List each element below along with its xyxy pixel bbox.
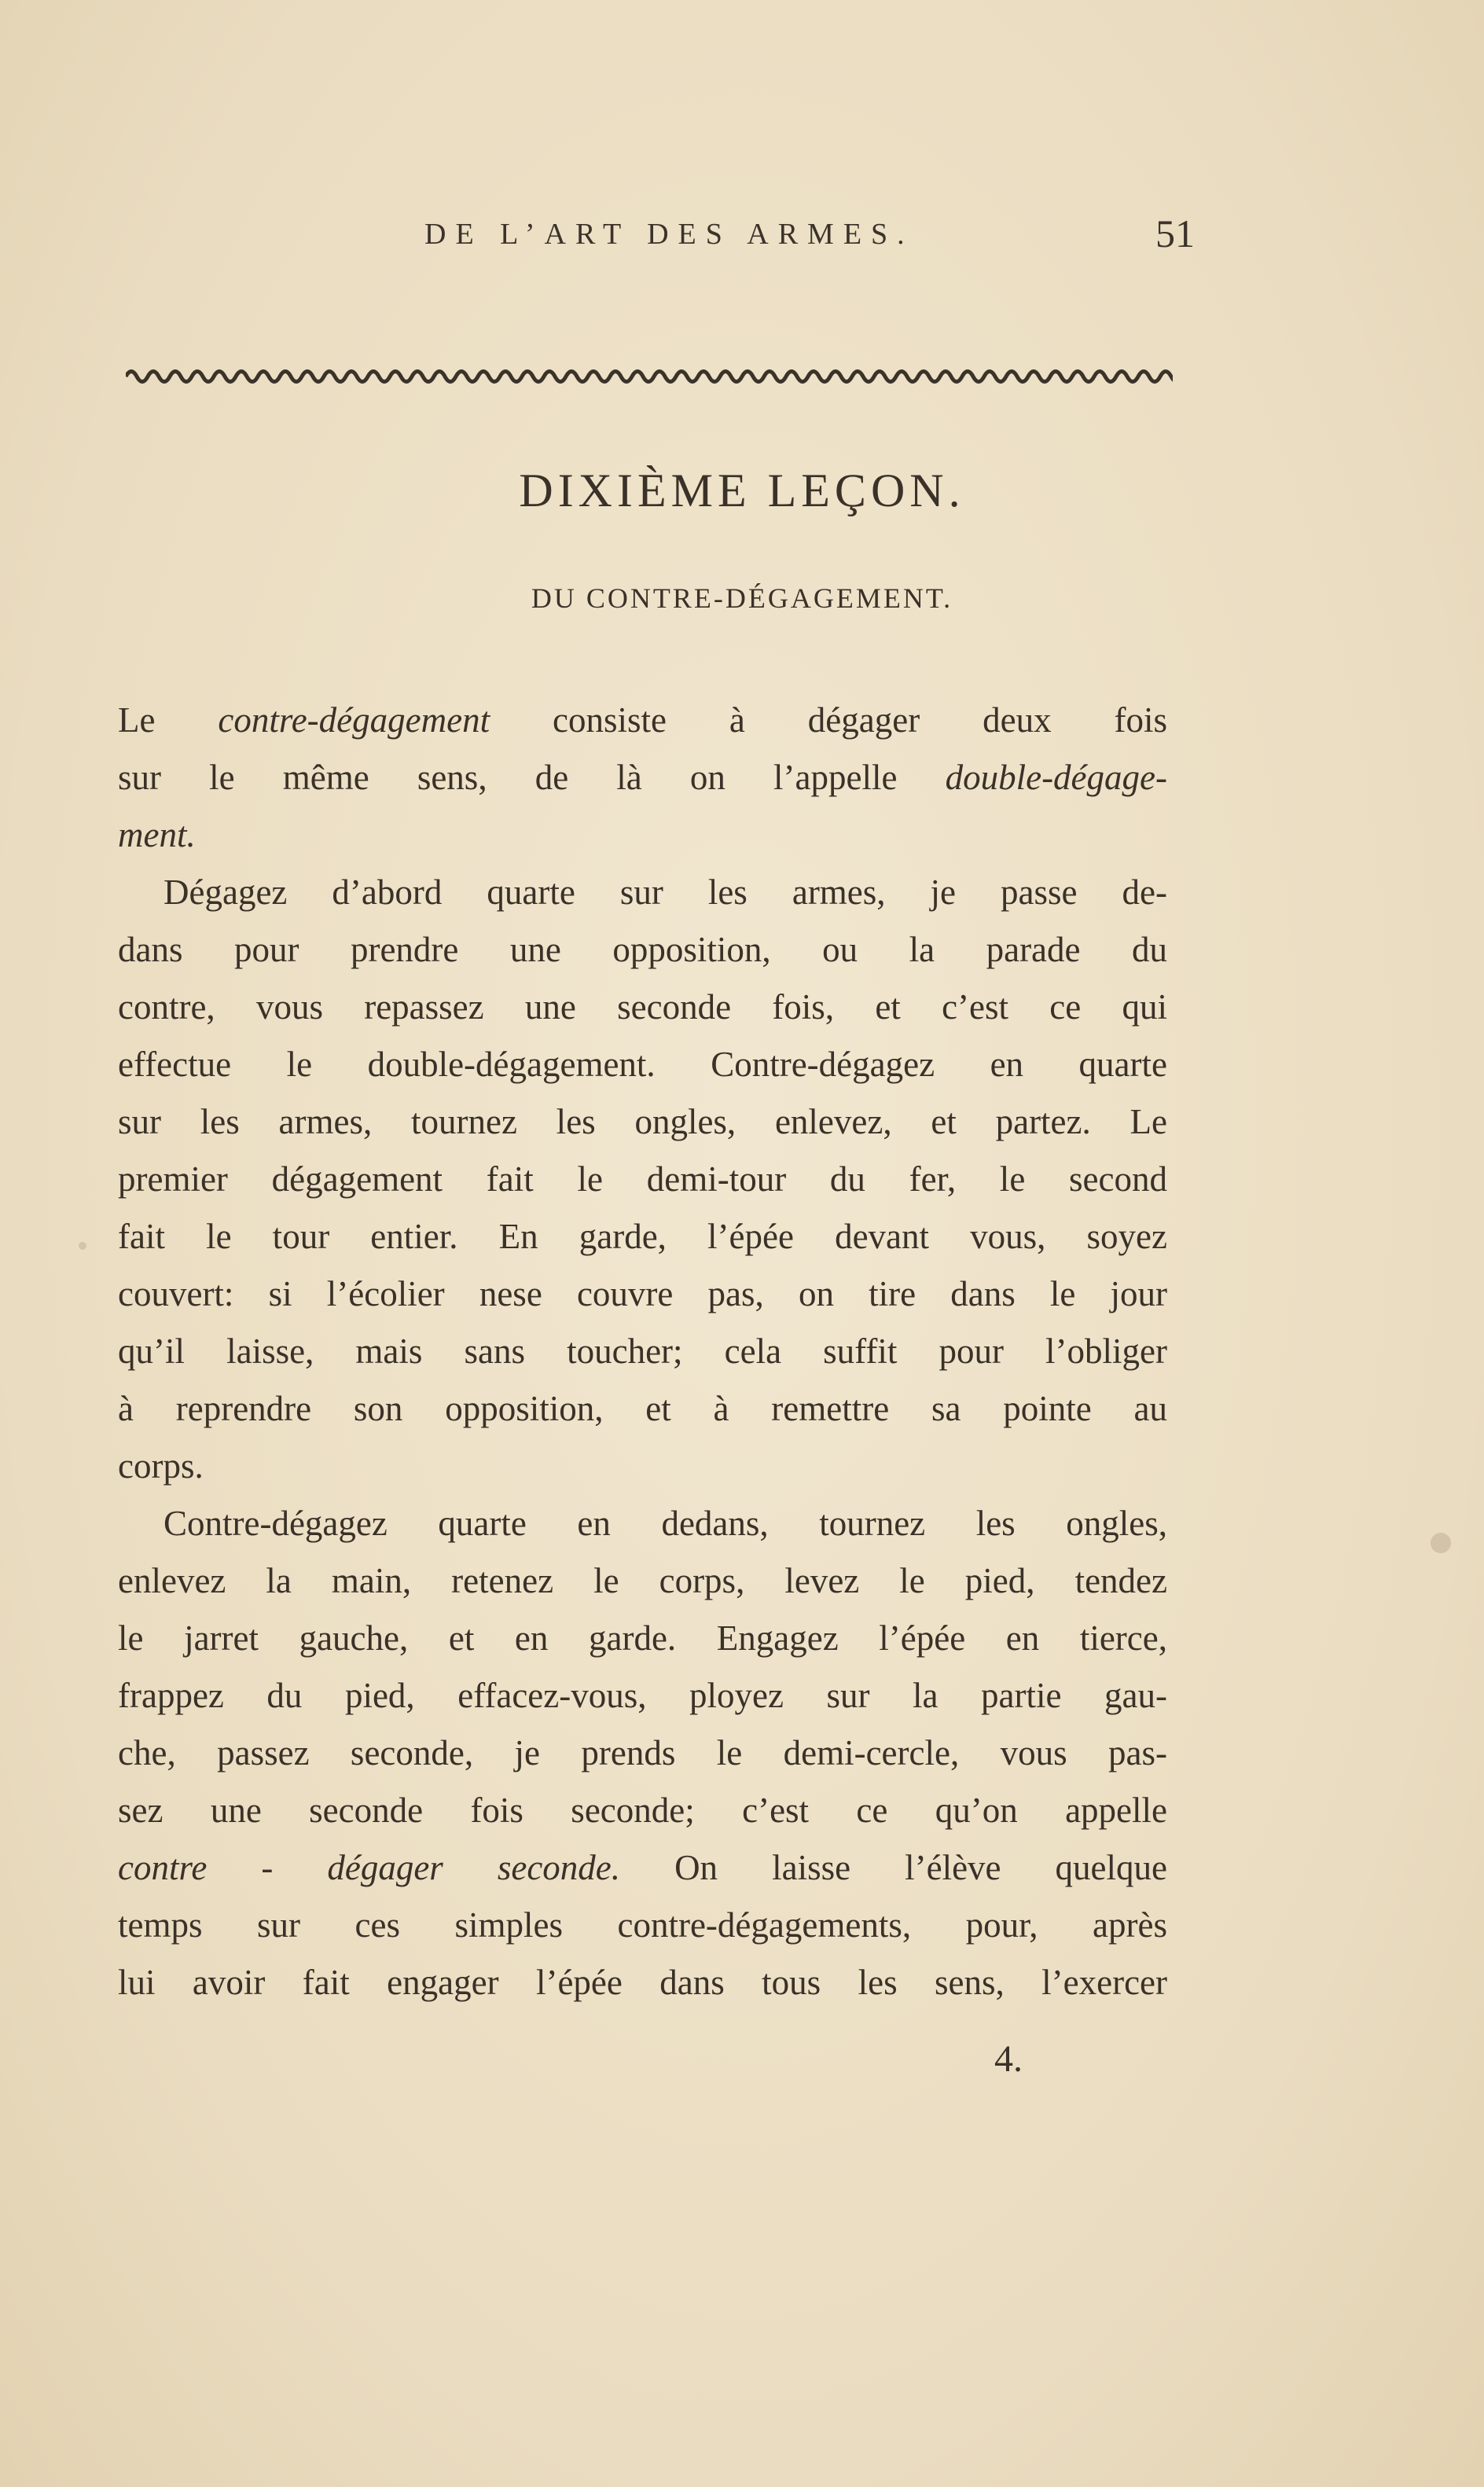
text-line: le jarret gauche, et en garde. Engagez l’épée en tierce, [118, 1618, 1167, 1658]
body-text [118, 692, 1167, 2011]
running-head [424, 211, 1195, 266]
text-line: Le contre-dégagement consiste à dégager deux fois [118, 700, 1168, 740]
text-line: sur le même sens, de là on l’appelle double-dégage- [118, 758, 1167, 797]
italic-term: contre-dégagement [218, 700, 490, 740]
text-line: frappez du pied, effacez-vous, ployez sur la partie gau- [118, 1676, 1167, 1715]
section-title: DU CONTRE-DÉGAGEMENT. [531, 582, 953, 614]
text-line: enlevez la main, retenez le corps, levez le pied, tendez [118, 1561, 1167, 1600]
running-title: DE L’ART DES ARMES. [424, 218, 914, 251]
foxing-spot [79, 1242, 86, 1250]
text-line: contre, vous repassez une seconde fois, et c’est ce qui [118, 987, 1167, 1027]
text-line: qu’il laisse, mais sans toucher; cela suffit pour l’obliger [118, 1332, 1167, 1371]
text-line: contre - dégager seconde. On laisse l’élève quelque [118, 1848, 1167, 1887]
italic-term: ment. [118, 815, 196, 854]
italic-term: double-dégage- [945, 758, 1167, 797]
ornament-rule [126, 363, 1173, 390]
text-line: Contre-dégagez quarte en dedans, tournez les ongles, [163, 1504, 1167, 1543]
text-line: che, passez seconde, je prends le demi-cercle, vous pas- [118, 1733, 1167, 1772]
text-line: corps. [118, 1446, 204, 1486]
text-line: lui avoir fait engager l’épée dans tous les sens, l’exercer [118, 1963, 1167, 2002]
text-line: couvert: si l’écolier nese couvre pas, on tire dans le jour [118, 1274, 1167, 1313]
page-number: 51 [1155, 211, 1195, 255]
chapter-title: DIXIÈME LEÇON. [519, 465, 965, 516]
text-line: à reprendre son opposition, et à remettre sa pointe au [118, 1389, 1167, 1428]
text-line: sez une seconde fois seconde; c’est ce qu’on appelle [118, 1791, 1167, 1830]
foxing-spot [1431, 1533, 1451, 1553]
text-line: temps sur ces simples contre-dégagements, pour, après [118, 1905, 1167, 1945]
text-line: sur les armes, tournez les ongles, enlevez, et partez. Le [118, 1102, 1167, 1141]
signature-mark: 4. [994, 2038, 1023, 2080]
text-line [118, 806, 1167, 864]
italic-term: contre - dégager seconde. [118, 1848, 621, 1887]
text-line: effectue le double-dégagement. Contre-dégagez en quarte [118, 1045, 1167, 1084]
text-line: dans pour prendre une opposition, ou la parade du [118, 930, 1167, 969]
text-line: fait le tour entier. En garde, l’épée devant vous, soyez [118, 1217, 1167, 1256]
text-line: premier dégagement fait le demi-tour du fer, le second [118, 1159, 1167, 1199]
text-line: Dégagez d’abord quarte sur les armes, je passe de- [163, 872, 1167, 912]
